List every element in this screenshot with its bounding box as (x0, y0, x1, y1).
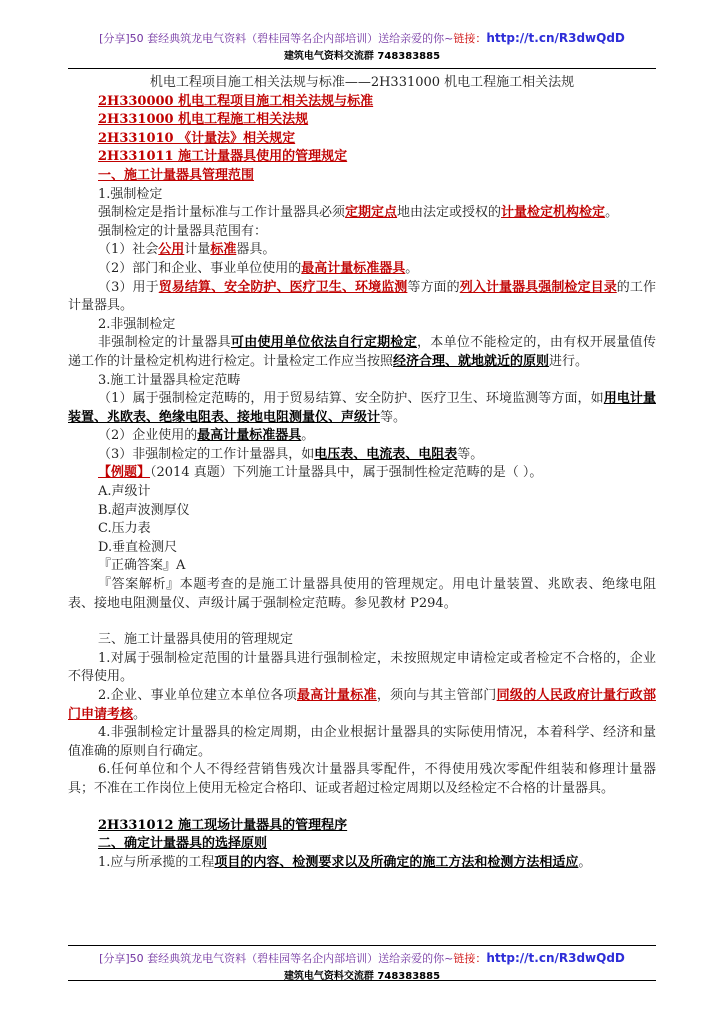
text: ，须向与其主管部门 (376, 688, 497, 703)
document-body (68, 74, 656, 872)
subsection-non-mandatory: 2.非强制检定 (98, 316, 176, 332)
rule-item: 6.任何单位和个人不得经营销售残次计量器具零配件，不得使用残次零配件组装和修理计量器具；不准在工作岗位上使用无检定合格印、证或者超过检定周期以及经检定不合格的计量器具。 (68, 762, 656, 796)
header-link-label: 链接： (453, 32, 487, 45)
heading-2h330000: 2H330000 机电工程项目施工相关法规与标准 (98, 93, 374, 109)
paragraph-mandatory-definition (68, 204, 656, 223)
text: 。 (405, 260, 419, 276)
list-item (68, 427, 656, 446)
text: （1）社会 (98, 242, 159, 258)
keyword: 项目的内容、检测要求以及所确定的施工方法和检测方法相适应 (214, 854, 579, 870)
keyword: 经济合理、就地就近的原则 (393, 353, 550, 369)
text: 非强制检定的计量器具 (98, 335, 231, 351)
footer-divider (68, 945, 656, 946)
keyword: 电压表、电流表、电阻表 (314, 446, 458, 462)
example-question (68, 464, 656, 483)
subsection-inspection-category: 3.施工计量器具检定范畴 (98, 372, 241, 388)
text: 进行。 (549, 353, 589, 369)
text: 器具。 (236, 242, 276, 258)
text: 2.企业、事业单位建立本单位各项 (98, 688, 297, 703)
spacer (68, 799, 656, 817)
section-title-scope: 一、施工计量器具管理范围 (98, 167, 255, 183)
text: （2）企业使用的 (98, 428, 198, 444)
text: 等。 (457, 446, 484, 462)
header-promo (0, 30, 724, 46)
text: （3）用于 (98, 279, 159, 295)
text: 地由法定或授权的 (397, 205, 502, 221)
list-item (68, 390, 656, 427)
text: 等。 (380, 409, 407, 425)
section-title-usage: 三、施工计量器具使用的管理规定 (98, 632, 294, 648)
keyword: 最高计量标准器具 (197, 428, 302, 444)
keyword: 可由使用单位依法自行定期检定 (230, 335, 418, 351)
text: （2014 真题）下列施工计量器具中，属于强制性检定范畴的是（ ）。 (150, 465, 543, 481)
keyword: 列入计量器具强制检定目录 (459, 279, 617, 295)
keyword: 贸易结算、安全防护、医疗卫生、环境监测 (158, 279, 408, 295)
spacer (68, 613, 656, 631)
option-a: A.声级计 (98, 484, 151, 500)
text: （3）非强制检定的工作计量器具，如 (98, 446, 315, 462)
list-item (68, 241, 656, 260)
text: （2）部门和企业、事业单位使用的 (98, 260, 302, 276)
footer-bottom-rule (68, 980, 656, 981)
keyword: 最高计量标准 (297, 688, 377, 703)
rule-item: 4.非强制检定计量器具的检定周期，由企业根据计量器具的实际使用情况，本着科学、经济和量值准确的原则自行确定。 (68, 725, 656, 759)
heading-2h331012: 2H331012 施工现场计量器具的管理程序 (98, 817, 348, 833)
subsection-mandatory: 1.强制检定 (98, 186, 163, 202)
keyword: 公用 (158, 242, 185, 258)
footer-promo-text: [分享]50 套经典筑龙电气资料（碧桂园等名企内部培训）送给亲爱的你~ (99, 952, 454, 965)
breadcrumb: 机电工程项目施工相关法规与标准——2H331000 机电工程施工相关法规 (149, 75, 575, 90)
section-title-selection: 二、确定计量器具的选择原则 (98, 836, 268, 852)
rule-item: 1.对属于强制检定范围的计量器具进行强制检定，未按照规定申请检定或者检定不合格的，企业不得使用。 (68, 650, 656, 685)
principle-item (68, 854, 656, 873)
header-divider (68, 68, 656, 69)
text: 强制检定是指计量标准与工作计量器具必须 (98, 205, 346, 221)
option-b: B.超声波测厚仪 (98, 502, 190, 518)
footer-link-label: 链接： (453, 952, 487, 965)
header-group: 建筑电气资料交流群 748383885 (283, 51, 441, 62)
list-item (68, 446, 656, 465)
keyword: 用电计量装置、兆欧表、绝缘电阻表、接地电阻测量仪、声级计 (68, 391, 656, 425)
text: 等方面的 (407, 279, 460, 295)
keyword: 计量检定机构检定 (501, 205, 606, 221)
answer-analysis: 『答案解析』本题考查的是施工计量器具使用的管理规定。用电计量装置、兆欧表、绝缘电阻表、接地电阻测量仪、声级计属于强制检定范畴。参见教材 P294。 (68, 577, 656, 611)
correct-answer: 『正确答案』A (98, 558, 186, 574)
footer-link[interactable]: http://t.cn/R3dwQdD (486, 951, 625, 965)
keyword: 定期定点 (345, 205, 398, 221)
text: （1）属于强制检定范畴的，用于贸易结算、安全防护、医疗卫生、环境监测等方面，如 (98, 391, 604, 407)
keyword: 最高计量标准器具 (301, 260, 406, 276)
text: 1.应与所承揽的工程 (98, 854, 215, 870)
heading-2h331011: 2H331011 施工计量器具使用的管理规定 (98, 149, 348, 165)
text: 。 (133, 706, 147, 722)
text: 的工作计量器具。 (68, 279, 656, 314)
paragraph-non-mandatory (68, 334, 656, 371)
heading-2h331010: 2H331010 《计量法》相关规定 (98, 130, 296, 146)
heading-2h331000: 2H331000 机电工程施工相关法规 (98, 112, 309, 128)
text: 。 (605, 205, 619, 221)
footer-group: 建筑电气资料交流群 748383885 (283, 971, 441, 982)
text: 计量 (184, 242, 211, 258)
keyword: 同级的人民政府计量行政部门申请考核 (68, 688, 656, 722)
text: 。 (301, 428, 315, 444)
page-footer (0, 950, 724, 982)
header-promo-text: [分享]50 套经典筑龙电气资料（碧桂园等名企内部培训）送给亲爱的你~ (99, 32, 454, 45)
list-item (68, 279, 656, 316)
rule-item (68, 687, 656, 724)
header-link[interactable]: http://t.cn/R3dwQdD (486, 31, 625, 45)
list-item (68, 260, 656, 279)
keyword: 标准 (210, 242, 237, 258)
example-label: 【例题】 (98, 465, 151, 481)
page-header (0, 30, 724, 62)
footer-promo (0, 950, 724, 966)
text: 。 (578, 854, 592, 870)
option-d: D.垂直检测尺 (98, 539, 178, 555)
paragraph-scope-intro: 强制检定的计量器具范围有： (98, 223, 268, 239)
option-c: C.压力表 (98, 521, 151, 537)
text: ，本单位不能检定的，由有权开展量值传递工作的计量检定机构进行检定。计量检定工作应当按照 (68, 335, 656, 369)
